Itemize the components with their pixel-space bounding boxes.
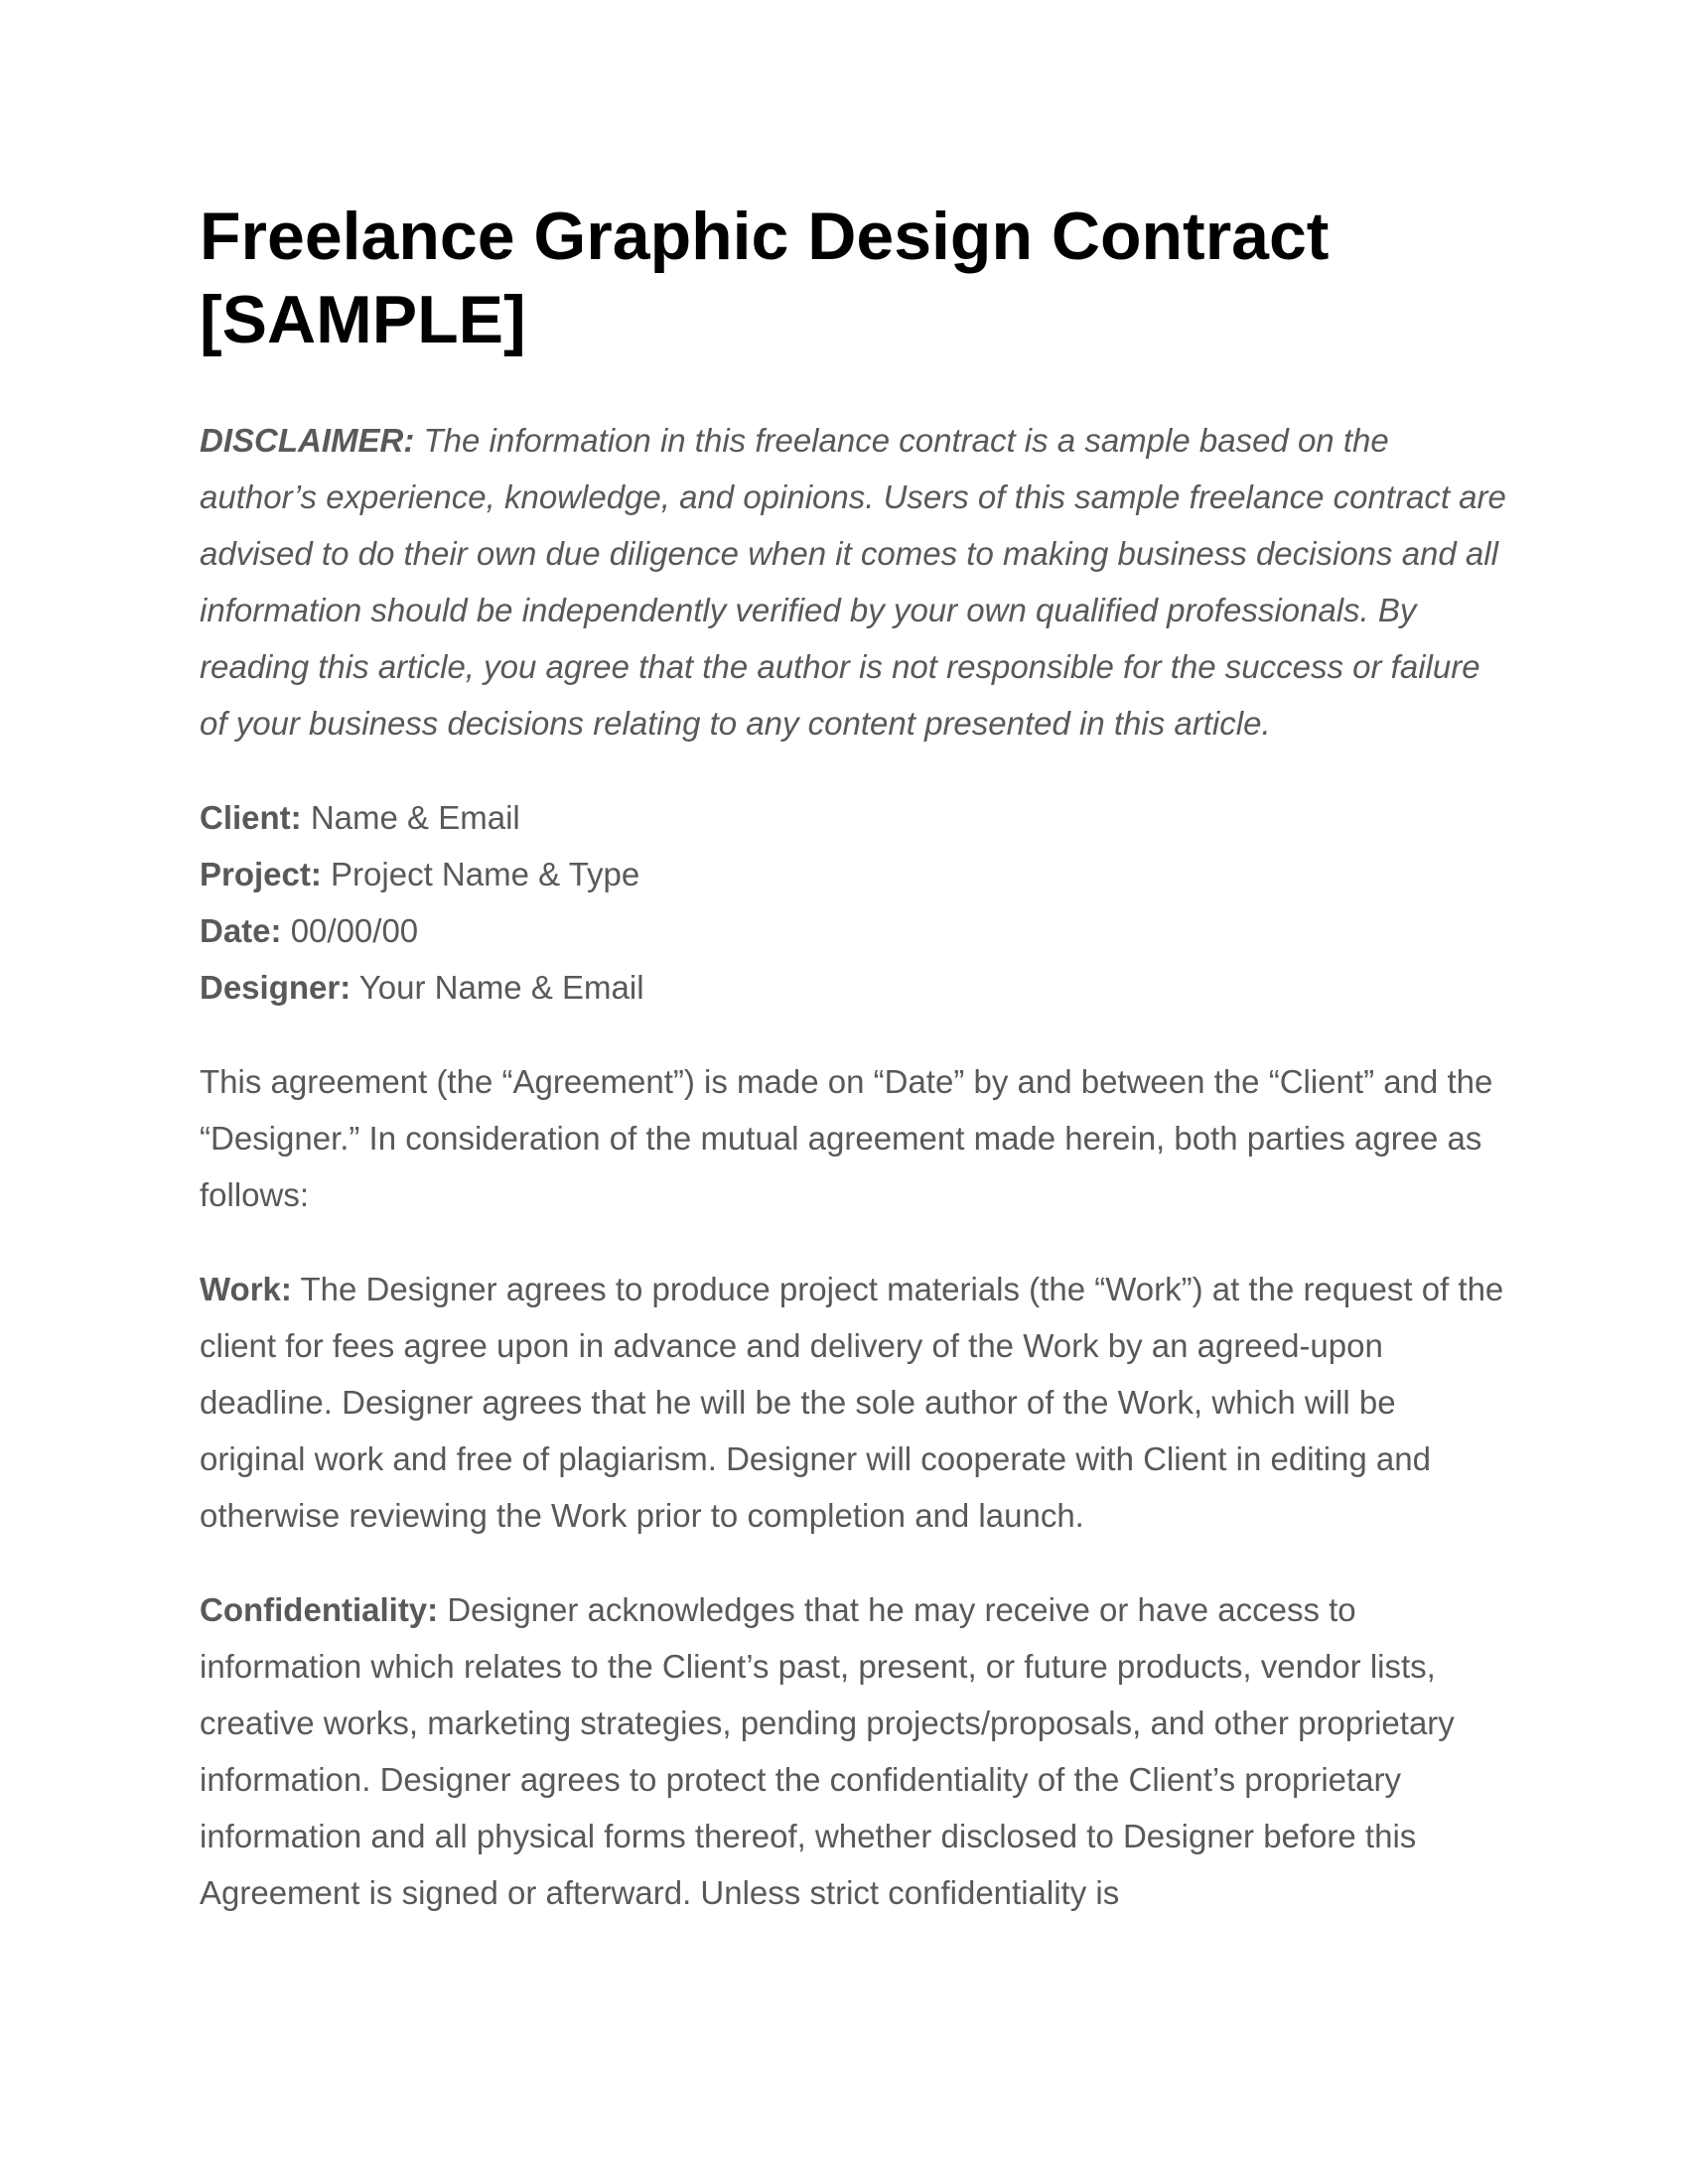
date-label: Date:: [200, 912, 282, 949]
designer-value: Your Name & Email: [351, 969, 644, 1006]
project-label: Project:: [200, 856, 322, 892]
date-field: [200, 902, 1510, 959]
disclaimer-text: The information in this freelance contract is a sample based on the author’s experience, knowledge, and opinions. Users of this sample freelance contract are advised to do their own due diligence when it comes to making business decisions and all information should be independently verified by your own qualified professionals. By reading this article, you agree that the author is not responsible for the success or failure of your business decisions relating to any content presented in this article.: [200, 422, 1506, 742]
contract-fields: [200, 789, 1510, 1016]
client-label: Client:: [200, 799, 302, 836]
document-title: Freelance Graphic Design Contract [SAMPLE]: [200, 199, 1330, 357]
disclaimer-paragraph: [200, 412, 1510, 751]
work-paragraph: [200, 1261, 1510, 1544]
designer-field: [200, 959, 1510, 1016]
confidentiality-paragraph: [200, 1581, 1510, 1921]
confidentiality-label: Confidentiality:: [200, 1591, 439, 1628]
contract-page: [200, 195, 1510, 1921]
designer-label: Designer:: [200, 969, 352, 1006]
project-field: [200, 846, 1510, 902]
work-label: Work:: [200, 1271, 292, 1307]
work-text: The Designer agrees to produce project materials (the “Work”) at the request of the client for fees agree upon in advance and delivery of the Work by an agreed-upon deadline. Designer agrees that he will be the sole author of the Work, which will be original work and free of plagiarism. Designer will cooperate with Client in editing and otherwise reviewing the Work prior to completion and launch.: [200, 1271, 1504, 1534]
client-field: [200, 789, 1510, 846]
intro-paragraph: This agreement (the “Agreement”) is made on “Date” by and between the “Client” and the “Designer.” In consideration of the mutual agreement made herein, both parties agree as follows:: [200, 1063, 1493, 1213]
project-value: Project Name & Type: [321, 856, 640, 892]
disclaimer-label: DISCLAIMER:: [200, 422, 415, 459]
confidentiality-text: Designer acknowledges that he may receive or have access to information which relates to the Client’s past, present, or future products, vendor lists, creative works, marketing strategies, pending projects/proposals, and other proprietary information. Designer agrees to protect the confidentiality of the Client’s proprietary information and all physical forms thereof, whether disclosed to Designer before this Agreement is signed or afterward. Unless strict confidentiality is: [200, 1591, 1455, 1911]
client-value: Name & Email: [301, 799, 520, 836]
date-value: 00/00/00: [281, 912, 419, 949]
